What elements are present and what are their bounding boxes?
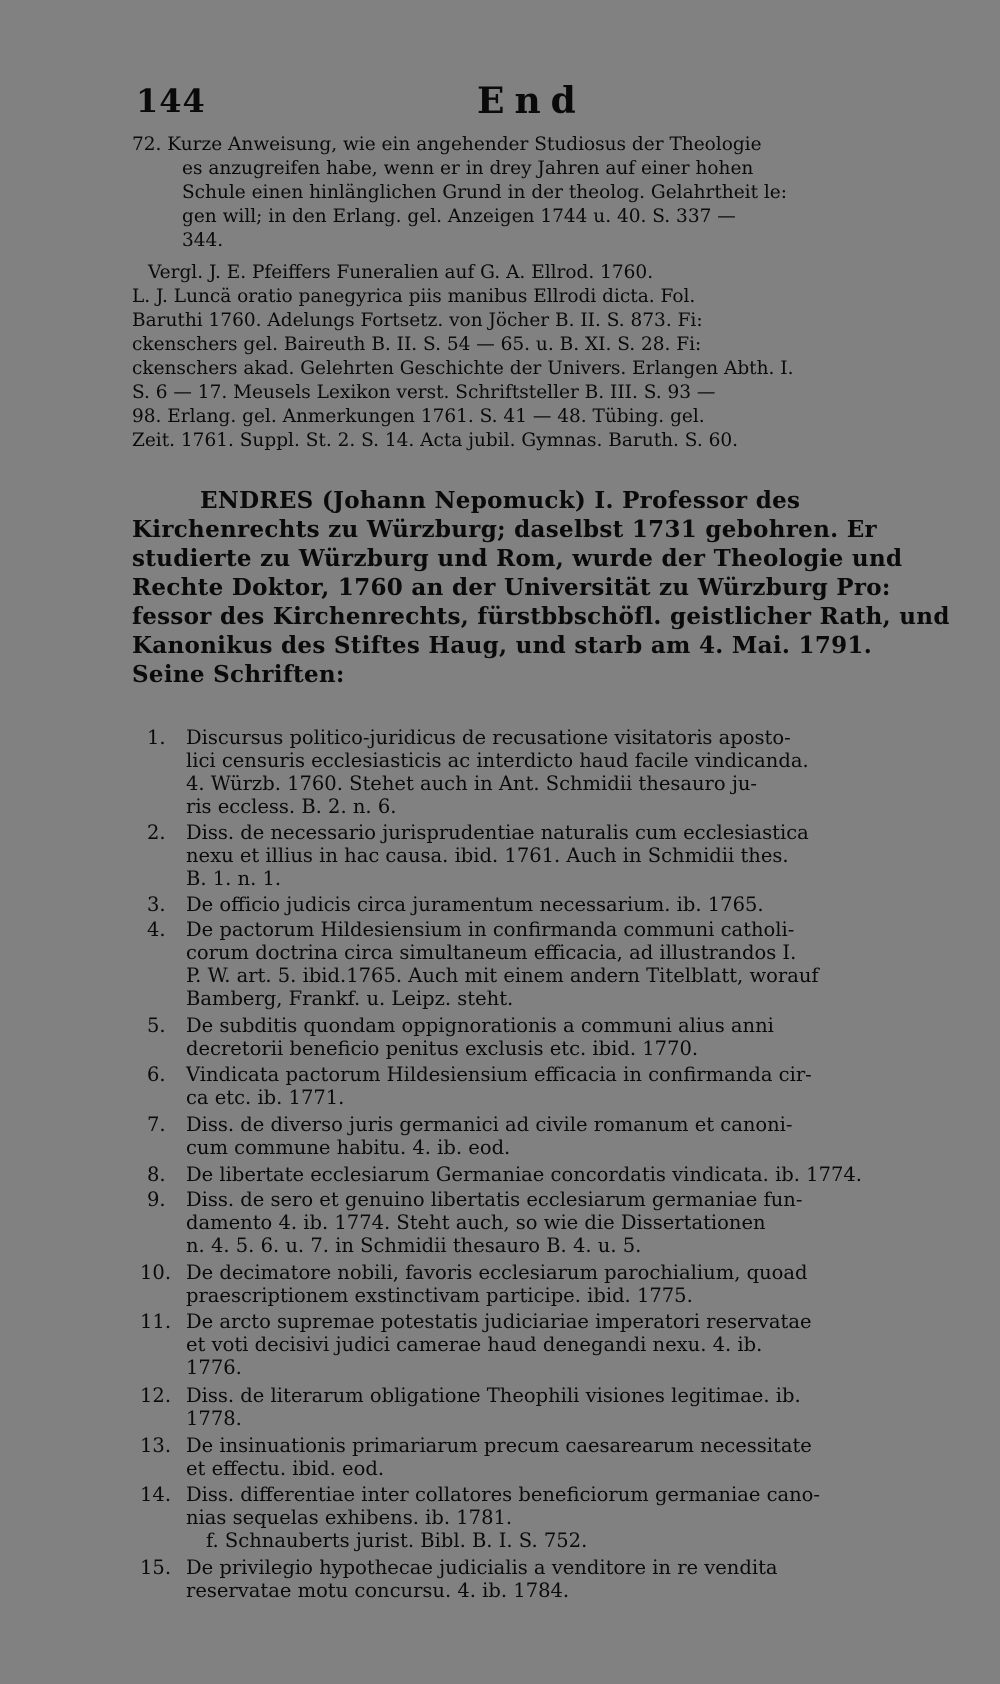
text-line: studierte zu Würzburg und Rom, wurde der Theologie und [132,545,903,572]
work-line: n. 4. 5. 6. u. 7. in Schmidii thesauro B. 4. u. 5. [186,1234,642,1257]
work-line: cum commune habitu. 4. ib. eod. [186,1136,511,1159]
work-line: nias sequelas exhibens. ib. 1781. [186,1506,513,1529]
text-line: gen will; in den Erlang. gel. Anzeigen 1744 u. 40. S. 337 — [182,206,736,227]
work-line: praescriptionem exstinctivam participe. ibid. 1775. [186,1284,693,1307]
work-number: 5. [147,1014,166,1037]
work-number: 3. [147,893,166,916]
work-line: 1776. [186,1356,242,1379]
text-line: 72. Kurze Anweisung, wie ein angehender Studiosus der Theologie [132,134,762,155]
work-number: 13. [140,1434,172,1457]
work-line: De pactorum Hildesiensium in confirmanda communi catholi- [186,918,795,941]
work-line: 1778. [186,1407,242,1430]
work-number: 10. [140,1261,172,1284]
work-number: 14. [140,1483,172,1506]
work-line: Diss. de necessario jurisprudentiae naturalis cum ecclesiastica [186,821,809,844]
work-line: decretorii beneficio penitus exclusis etc. ibid. 1770. [186,1037,699,1060]
work-number: 8. [147,1163,166,1186]
text-line: Baruthi 1760. Adelungs Fortsetz. von Jöcher B. II. S. 873. Fi: [132,310,703,331]
text-line: Kirchenrechts zu Würzburg; daselbst 1731 gebohren. Er [132,516,877,543]
work-line: f. Schnauberts jurist. Bibl. B. I. S. 752. [206,1529,588,1552]
work-line: ca etc. ib. 1771. [186,1086,345,1109]
work-line: nexu et illius in hac causa. ibid. 1761. Auch in Schmidii thes. [186,844,789,867]
entry-heading: ENDRES (Johann Nepomuck) I. Professor des [200,487,801,514]
work-line: reservatae motu concursu. 4. ib. 1784. [186,1579,570,1602]
text-line: ckenschers akad. Gelehrten Geschichte der Univers. Erlangen Abth. I. [132,358,794,379]
work-line: damento 4. ib. 1774. Steht auch, so wie die Dissertationen [186,1211,766,1234]
work-line: et voti decisivi judici camerae haud denegandi nexu. 4. ib. [186,1333,763,1356]
work-line: lici censuris ecclesiasticis ac interdicto haud facile vindicanda. [186,749,809,772]
text-line: Zeit. 1761. Suppl. St. 2. S. 14. Acta jubil. Gymnas. Baruth. S. 60. [132,430,739,451]
text-line: 344. [182,230,224,251]
text-line: L. J. Luncä oratio panegyrica piis manibus Ellrodi dicta. Fol. [132,286,696,307]
work-line: Diss. differentiae inter collatores beneficiorum germaniae cano- [186,1483,820,1506]
work-line: De libertate ecclesiarum Germaniae concordatis vindicata. ib. 1774. [186,1163,863,1186]
running-head: End [477,80,586,122]
text-line: 98. Erlang. gel. Anmerkungen 1761. S. 41 — 48. Tübing. gel. [132,406,705,427]
work-number: 11. [140,1310,172,1333]
work-line: De privilegio hypothecae judicialis a venditore in re vendita [186,1556,778,1579]
work-number: 15. [140,1556,172,1579]
work-line: De arcto supremae potestatis judiciariae imperatori reservatae [186,1310,812,1333]
work-line: Diss. de sero et genuino libertatis ecclesiarum germaniae fun- [186,1188,803,1211]
text-line: S. 6 — 17. Meusels Lexikon verst. Schriftsteller B. III. S. 93 — [132,382,716,403]
page-number: 144 [136,82,206,120]
text-line: Seine Schriften: [132,661,345,688]
work-number: 1. [147,726,166,749]
work-line: Vindicata pactorum Hildesiensium efficacia in confirmanda cir- [186,1063,812,1086]
work-line: Bamberg, Frankf. u. Leipz. steht. [186,987,514,1010]
work-line: De subditis quondam oppignorationis a communi alius anni [186,1014,774,1037]
work-line: ris eccless. B. 2. n. 6. [186,795,397,818]
work-line: De insinuationis primariarum precum caesarearum necessitate [186,1434,812,1457]
work-line: 4. Würzb. 1760. Stehet auch in Ant. Schmidii thesauro ju- [186,772,758,795]
work-line: et effectu. ibid. eod. [186,1457,385,1480]
work-number: 7. [147,1113,166,1136]
page-header [132,82,952,132]
work-line: P. W. art. 5. ibid.1765. Auch mit einem andern Titelblatt, worauf [186,964,819,987]
text-line: Schule einen hinlänglichen Grund in der theolog. Gelahrtheit le: [182,182,787,203]
work-line: Discursus politico-juridicus de recusatione visitatoris aposto- [186,726,791,749]
text-line: Vergl. J. E. Pfeiffers Funeralien auf G. A. Ellrod. 1760. [148,262,654,283]
work-line: Diss. de diverso juris germanici ad civile romanum et canoni- [186,1113,793,1136]
text-line: ckenschers gel. Baireuth B. II. S. 54 — 65. u. B. XI. S. 28. Fi: [132,334,702,355]
text-line: Rechte Doktor, 1760 an der Universität zu Würzburg Pro: [132,574,891,601]
work-number: 9. [147,1188,166,1211]
work-line: De decimatore nobili, favoris ecclesiarum parochialium, quoad [186,1261,808,1284]
work-line: B. 1. n. 1. [186,867,282,890]
text-line: fessor des Kirchenrechts, fürstbbschöfl. geistlicher Rath, und [132,603,950,630]
work-number: 6. [147,1063,166,1086]
text-line: es anzugreifen habe, wenn er in drey Jahren auf einer hohen [182,158,754,179]
work-line: Diss. de literarum obligatione Theophili visiones legitimae. ib. [186,1384,801,1407]
text-line: Kanonikus des Stiftes Haug, und starb am 4. Mai. 1791. [132,632,873,659]
work-number: 4. [147,918,166,941]
work-line: De officio judicis circa juramentum necessarium. ib. 1765. [186,893,764,916]
work-number: 2. [147,821,166,844]
work-number: 12. [140,1384,172,1407]
work-line: corum doctrina circa simultaneum efficacia, ad illustrandos I. [186,941,797,964]
